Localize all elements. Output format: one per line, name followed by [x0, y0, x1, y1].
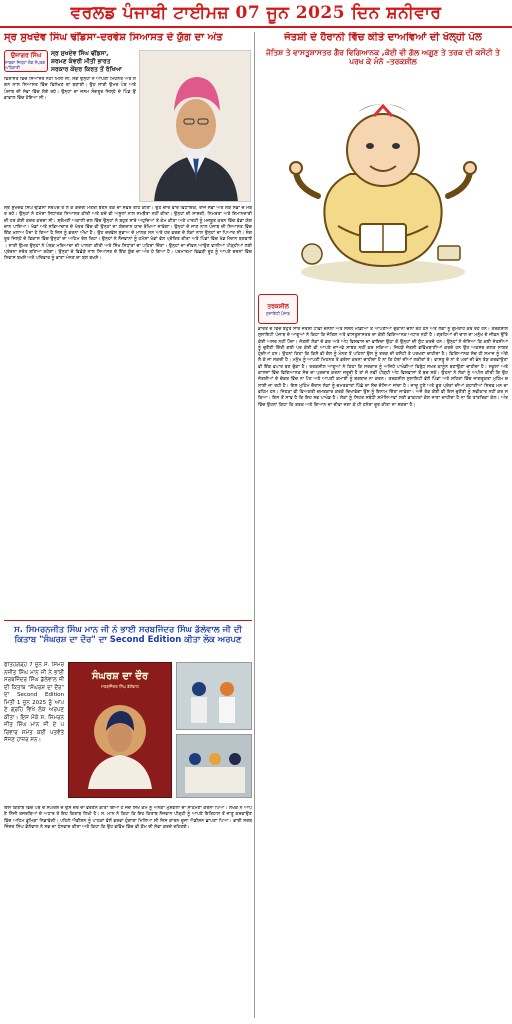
group-photo-icon — [177, 663, 252, 730]
left-article-top — [4, 50, 252, 202]
left-article-headline: ਸ੍ਰ ਸੁਖਦੇਵ ਸਿੰਘ ਢੀਂਡਸਾ-ਦਰਵੇਸ਼ ਸਿਆਸਤ ਦੇ ਯੁੱਗ ਦਾ ਅੰਤ — [4, 32, 223, 43]
byline-line-1: ਸ੍ਰ ਸੁਖਦੇਵ ਸਿੰਘ ਢੀਂਡਸਾ, — [51, 50, 109, 57]
right-article-body: ਭਾਰਤ ਦੇ ਵਿੱਚ ਬਹੁਤ ਸਾਰੇ ਜੋਤਸ਼ੀ ਟੀਵੀ ਚੈਨਲਾਂ ਅਤੇ ਸੋਸ਼ਲ ਮੀਡੀਆ ਤੇ ਆਪਣੀਆਂ ਦੁਕਾਨਾਂ ਚਲਾ ਰਹੇ ਹਨ ਅਤੇ ਲੋਕਾਂ ਨੂੰ ਗੁੰਮਰਾਹ ਕਰ ਰਹੇ ਹਨ। ਤਰਕਸ਼ੀਲ ਸੁਸਾਇਟੀ ਪੰਜਾਬ ਦੇ ਆਗੂਆਂ ਨੇ ਕਿਹਾ ਕਿ ਜੋਤਿਸ਼ ਅਤੇ ਵਾਸਤੂਸ਼ਾਸਤਰ ਦਾ ਕੋਈ ਵਿਗਿਆਨਕ ਅਧਾਰ ਨਹੀਂ ਹੈ। ਗ੍ਰਹਿਆਂ ਦੀ ਚਾਲ ਦਾ ਮਨੁੱਖ ਦੇ ਜੀਵਨ ਉੱਤੇ ਕੋਈ ਅਸਰ ਨਹੀਂ ਪੈਂਦਾ। ਜੋਤਸ਼ੀ ਲੋਕਾਂ ਦੇ ਡਰ ਅਤੇ ਅੰਧ ਵਿਸ਼ਵਾਸ ਦਾ ਫਾਇਦਾ ਉਠਾ ਕੇ ਉਨ੍ਹਾਂ ਦੀ ਲੁੱਟ ਕਰਦੇ ਹਨ। ਉਨ੍ਹਾਂ ਨੇ ਦੱਸਿਆ ਕਿ ਕਈ ਜੋਤਸ਼ੀਆਂ ਨੂੰ ਚੁਣੌਤੀ ਦਿੱਤੀ ਗਈ ਪਰ ਕੋਈ ਵੀ ਆਪਣੇ ਦਾਅਵੇ ਸਾਬਤ ਨਹੀਂ ਕਰ ਸਕਿਆ। ਜਿਹੜੇ ਜੋਤਸ਼ੀ ਭਵਿੱਖਬਾਣੀਆਂ ਕਰਦੇ ਹਨ ਉਹ ਅਕਸਰ ਗਲਤ ਸਾਬਤ ਹੁੰਦੀਆਂ ਹਨ। ਉਹਨਾਂ ਕਿਹਾ ਕਿ ਕਿਸੇ ਵੀ ਗੱਲ ਨੂੰ ਮੰਨਣ ਤੋਂ ਪਹਿਲਾਂ ਉਸ ਨੂੰ ਤਰਕ ਦੀ ਕਸੌਟੀ ਤੇ ਪਰਖਣਾ ਚਾਹੀਦਾ ਹੈ। ਵਿਗਿਆਨਕ ਸੋਚ ਹੀ ਸਮਾਜ ਨੂੰ ਅੱਗੇ ਲੈ ਕੇ ਜਾ ਸਕਦੀ ਹੈ। ਮਨੁੱਖ ਨੂੰ ਆਪਣੀ ਮਿਹਨਤ ਤੇ ਭਰੋਸਾ ਕਰਨਾ ਚਾਹੀਦਾ ਹੈ ਨਾ ਕਿ ਹੱਥਾਂ ਦੀਆਂ ਲਕੀਰਾਂ ਤੇ। ਵਾਸਤੂ ਦੇ ਨਾਂ ਤੇ ਘਰਾਂ ਦੀ ਭੰਨ ਤੋੜ ਕਰਵਾਉਣਾ ਵੀ ਇੱਕ ਵਪਾਰ ਬਣ ਚੁੱਕਾ ਹੈ। ਤਰਕਸ਼ੀਲ ਆਗੂਆਂ ਨੇ ਕਿਹਾ ਕਿ ਸਰਕਾਰ ਨੂੰ ਅਜਿਹੇ ਪਾਖੰਡੀਆਂ ਵਿਰੁੱਧ ਸਖਤ ਕਾਨੂੰਨ ਬਣਾਉਣਾ ਚਾਹੀਦਾ ਹੈ। ਸਕੂਲਾਂ ਅਤੇ ਕਾਲਜਾਂ ਵਿੱਚ ਵਿਗਿਆਨਕ ਸੋਚ ਦਾ ਪ੍ਰਚਾਰ ਕਰਨਾ ਜਰੂਰੀ ਹੈ ਤਾਂ ਜੋ ਨਵੀਂ ਪੀੜ੍ਹੀ ਅੰਧ ਵਿਸ਼ਵਾਸਾਂ ਤੋਂ ਬਚ ਸਕੇ। ਉਹਨਾਂ ਨੇ ਲੋਕਾਂ ਨੂੰ ਅਪੀਲ ਕੀਤੀ ਕਿ ਉਹ ਜੋਤਸ਼ੀਆਂ ਦੇ ਚੱਕਰ ਵਿੱਚ ਨਾ ਪੈਣ ਅਤੇ ਆਪਣੀ ਕਮਾਈ ਨੂੰ ਬਰਬਾਦ ਨਾ ਕਰਨ। ਤਰਕਸ਼ੀਲ ਸੁਸਾਇਟੀ ਵੱਲੋਂ ਪਿੰਡਾਂ ਅਤੇ ਸ਼ਹਿਰਾਂ ਵਿੱਚ ਜਾਗਰੂਕਤਾ ਮੁਹਿੰਮ ਚਲਾਈ ਜਾ ਰਹੀ ਹੈ। ਇਸ ਮੁਹਿੰਮ ਦੌਰਾਨ ਲੋਕਾਂ ਨੂੰ ਚਮਤਕਾਰਾਂ ਪਿੱਛੇ ਦਾ ਸੱਚ ਦੱਸਿਆ ਜਾਂਦਾ ਹੈ। ਜਾਦੂ ਟੂਣੇ ਅਤੇ ਭੂਤ ਪ੍ਰੇਤਾਂ ਦੀਆਂ ਕਹਾਣੀਆਂ ਸਿਰਫ ਮਨ ਦਾ ਵਹਿਮ ਹਨ। ਜਿਹੜਾ ਵੀ ਵਿਅਕਤੀ ਚਮਤਕਾਰ ਕਰਕੇ ਦਿਖਾਵੇਗਾ ਉਸ ਨੂੰ ਇਨਾਮ ਦਿੱਤਾ ਜਾਵੇਗਾ। ਅਜੇ ਤੱਕ ਕੋਈ ਵੀ ਇਸ ਚੁਣੌਤੀ ਨੂੰ ਸਵੀਕਾਰ ਨਹੀਂ ਕਰ ਸਕਿਆ। ਇਸ ਤੋਂ ਸਾਫ ਹੈ ਕਿ ਇਹ ਸਭ ਪਾਖੰਡ ਹੈ। ਲੋਕਾਂ ਨੂੰ ਸਿਹਤ ਸਬੰਧੀ ਸਮੱਸਿਆਵਾਂ ਲਈ ਡਾਕਟਰਾਂ ਕੋਲ ਜਾਣਾ ਚਾਹੀਦਾ ਹੈ ਨਾ ਕਿ ਤਾਂਤਰਿਕਾਂ ਕੋਲ। ਅੰਤ ਵਿੱਚ ਉਹਨਾਂ ਕਿਹਾ ਕਿ ਤਰਕ ਅਤੇ ਗਿਆਨ ਦਾ ਦੀਵਾ ਜਗਾ ਕੇ ਹੀ ਹਨੇਰਾ ਦੂਰ ਕੀਤਾ ਜਾ ਸਕਦਾ ਹੈ। — [258, 327, 508, 408]
column-divider — [254, 32, 255, 1018]
book-section — [4, 662, 252, 802]
family-photo-icon — [177, 735, 252, 798]
book-launch-photo-1 — [176, 662, 252, 730]
tarksheel-logo — [258, 294, 298, 324]
author-logo — [4, 50, 48, 72]
book-cover — [68, 662, 172, 798]
left-second-headline: ਸ. ਸਿਮਰਨਜੀਤ ਸਿੰਘ ਮਾਨ ਜੀ ਨੇ ਭਾਈ ਸਰਬਜਿੰਦਰ ਸਿੰਘ ਡੱਲੇਵਾਲ ਜੀ ਦੀ ਕਿਤਾਬ "ਸੰਘਰਸ਼ ਦਾ ਦੌਰ" ਦਾ Second Edition ਕੀਤਾ ਲੋਕ ਅਰਪਣ — [14, 625, 242, 646]
left-column — [4, 32, 252, 898]
left-article-top-text — [4, 50, 136, 202]
tarksheel-logo-subtitle: ਸੁਸਾਇਟੀ ਪੰਜਾਬ — [266, 310, 290, 316]
book-cover-title: ਸੰਘਰਸ਼ ਦਾ ਦੌਰ — [91, 671, 149, 682]
author-logo-name: ਉਜਾਗਰ ਸਿੰਘ — [10, 52, 42, 59]
book-cover-art — [68, 689, 172, 789]
right-column — [258, 32, 508, 1007]
right-article-start — [258, 294, 508, 324]
astrologer-cartoon — [278, 76, 488, 288]
left-article-intro: ਵਿਰਾਸਤ ਵਿੱਚ ਸਿਆਸਤ ਨਹੀਂ ਮਿਲੀ ਸੀ, ਸਗੋਂ ਉਨ੍ਹਾਂ ਨੇ ਆਪਣੀ ਮਿਹਨਤ ਅਤੇ ਲਗਨ ਨਾਲ ਸਿਆਸਤ ਵਿੱਚ ਵਿਲੱਖਣ ਥਾਂ ਬਣਾਈ। ਉਹ ਸਾਰੀ ਉਮਰ ਪੰਥ ਅਤੇ ਪੰਜਾਬ ਦੀ ਸੇਵਾ ਵਿੱਚ ਲੱਗੇ ਰਹੇ। ਉਨ੍ਹਾਂ ਦਾ ਜਨਮ ਸੰਗਰੂਰ ਜਿਲ੍ਹੇ ਦੇ ਪਿੰਡ ਉਭਾਵਾਲ ਵਿੱਚ ਹੋਇਆ ਸੀ। — [4, 77, 136, 101]
right-article-subheadline: ਜੋਤਿਸ਼ ਤੇ ਵਾਸਤੂਸ਼ਾਸਤਰ ਗੈਰ ਵਿਗਿਆਨਕ ,ਕੋਈ ਵੀ ਗੱਲ ਅਗੂਣ ਤੇ ਤਰਕ ਦੀ ਕਸੌਟੀ ਤੇ ਪਰਖ ਕੇ ਮੰਨੋ –ਤਰਕਸ਼ੀਲ — [266, 48, 500, 66]
masthead — [0, 0, 512, 28]
author-logo-title: ਸਾਬਕਾ ਜਿਲ੍ਹਾ ਲੋਕ ਸੰਪਰਕ ਅਧਿਕਾਰੀ — [5, 60, 46, 70]
byline-line-2: ਸ਼ਰਮਣ ਕੰਵਰੀ ਮੀਤੀ ਭਾਰਤ — [51, 58, 111, 65]
section-divider — [4, 620, 252, 621]
book-launch-photo-2 — [176, 734, 252, 798]
masthead-title: ਵਰਲਡ ਪੰਜਾਬੀ ਟਾਈਮਜ਼ 07 ਜੂਨ 2025 ਦਿਨ ਸ਼ਨੀਵਾਰ — [70, 3, 442, 23]
left-second-body: ਇਸ ਕਿਤਾਬ ਵਿੱਚ ਪੰਥ ਦੇ ਸੰਘਰਸ਼ ਦੇ ਉਸ ਦੌਰ ਦਾ ਵਰਣਨ ਕੀਤਾ ਗਿਆ ਹੈ ਜਦੋਂ ਸਿੱਖ ਕੌਮ ਨੂੰ ਅਨੇਕਾਂ ਮੁਸ਼ਕਲਾਂ ਦਾ ਸਾਹਮਣਾ ਕਰਨਾ ਪਿਆ। ਲੇਖਕ ਨੇ ਆਪਣੇ ਨਿੱਜੀ ਤਜਰਬਿਆਂ ਦੇ ਅਧਾਰ ਤੇ ਇਹ ਕਿਤਾਬ ਲਿਖੀ ਹੈ। ਸ. ਮਾਨ ਨੇ ਕਿਹਾ ਕਿ ਇਹ ਕਿਤਾਬ ਨੌਜਵਾਨ ਪੀੜ੍ਹੀ ਨੂੰ ਆਪਣੇ ਇਤਿਹਾਸ ਤੋਂ ਜਾਣੂ ਕਰਵਾਉਣ ਵਿੱਚ ਅਹਿਮ ਭੂਮਿਕਾ ਨਿਭਾਵੇਗੀ। ਪਹਿਲੇ ਐਡੀਸ਼ਨ ਨੂੰ ਪਾਠਕਾਂ ਵੱਲੋਂ ਭਰਵਾਂ ਹੁੰਗਾਰਾ ਮਿਲਿਆ ਸੀ ਜਿਸ ਕਾਰਨ ਦੂਜਾ ਐਡੀਸ਼ਨ ਛਾਪਣਾ ਪਿਆ। ਭਾਈ ਸਰਬਜਿੰਦਰ ਸਿੰਘ ਡੱਲੇਵਾਲ ਨੇ ਸਭ ਦਾ ਧੰਨਵਾਦ ਕੀਤਾ ਅਤੇ ਕਿਹਾ ਕਿ ਉਹ ਭਵਿੱਖ ਵਿੱਚ ਵੀ ਕੌਮ ਦੀ ਸੇਵਾ ਕਰਦੇ ਰਹਿਣਗੇ। — [4, 806, 252, 830]
book-cover-author: ਸਰਬਜਿੰਦਰ ਸਿੰਘ ਡੱਲੇਵਾਲ — [101, 684, 139, 689]
byline-line-3: ਸਰਕਾਰ ਕੇਂਦਰ ਕਿਰਤ ਤੋਂ ਰੱਖਿਆ — [51, 66, 122, 73]
astrologer-cartoon-illustration — [278, 76, 488, 288]
book-side-text: ਫਤਿਹਗੜ੍ਹ 7 ਜੂਨ ਸ. ਸਿਮਰਨਜੀਤ ਸਿੰਘ ਮਾਨ ਜੀ ਨੇ ਭਾਈ ਸਰਬਜਿੰਦਰ ਸਿੰਘ ਡੱਲੇਵਾਲ ਜੀ ਦੀ ਕਿਤਾਬ "ਸੰਘਰਸ਼ ਦਾ ਦੌਰ" ਦਾ Second Edition ਮਿਤੀ 1 ਜੂਨ 2025 ਨੂੰ ਆਪਣੇ ਗ੍ਰਹਿ ਵਿਖੇ ਲੋਕ ਅਰਪਣ ਕੀਤਾ। ਇਸ ਮੌਕੇ ਸ. ਸਿਮਰਨਜੀਤ ਸਿੰਘ ਮਾਨ ਜੀ ਦੇ ਪਰਿਵਾਰ ਸਮੇਤ ਕਈ ਪਤਵੰਤੇ ਸੱਜਣ ਹਾਜ਼ਰ ਸਨ। — [4, 662, 64, 743]
tarksheel-logo-name: ਤਰਕਸ਼ੀਲ — [267, 302, 289, 310]
portrait-photo — [139, 50, 251, 202]
left-article-body: ਸ੍ਰ ਸੁਖਦੇਵ ਸਿੰਘ ਢੀਂਡਸਾ ਸਰਪੰਚ ਤੋਂ ਲੈ ਕੇ ਕੇਂਦਰੀ ਮੰਤਰੀ ਬਣਨ ਤੱਕ ਦਾ ਸਫਰ ਤਹਿ ਕੀਤਾ। ਉਹ ਚਾਰ ਵਾਰ ਵਿਧਾਇਕ, ਰਾਜ ਸਭਾ ਅਤੇ ਲੋਕ ਸਭਾ ਦੇ ਮੈਂਬਰ ਰਹੇ। ਉਨ੍ਹਾਂ ਨੇ ਹਮੇਸ਼ਾ ਸਿਧਾਂਤਕ ਸਿਆਸਤ ਕੀਤੀ ਅਤੇ ਕਦੇ ਵੀ ਅਸੂਲਾਂ ਨਾਲ ਸਮਝੌਤਾ ਨਹੀਂ ਕੀਤਾ। ਉਨ੍ਹਾਂ ਦੀ ਸਾਦਗੀ, ਨਿਮਰਤਾ ਅਤੇ ਇਮਾਨਦਾਰੀ ਦੀ ਹਰ ਕੋਈ ਕਦਰ ਕਰਦਾ ਸੀ। ਸ਼੍ਰੋਮਣੀ ਅਕਾਲੀ ਦਲ ਵਿੱਚ ਉਨ੍ਹਾਂ ਨੇ ਬਹੁਤ ਸਾਰੇ ਅਹੁਦਿਆਂ ਤੇ ਕੰਮ ਕੀਤਾ ਅਤੇ ਪਾਰਟੀ ਨੂੰ ਮਜ਼ਬੂਤ ਕਰਨ ਵਿੱਚ ਵੱਡਾ ਯੋਗਦਾਨ ਪਾਇਆ। ਖੇਡਾਂ ਅਤੇ ਸਭਿਆਚਾਰ ਦੇ ਖੇਤਰ ਵਿੱਚ ਵੀ ਉਨ੍ਹਾਂ ਦਾ ਯੋਗਦਾਨ ਯਾਦ ਰੱਖਿਆ ਜਾਵੇਗਾ। ਉਨ੍ਹਾਂ ਦੇ ਜਾਣ ਨਾਲ ਪੰਜਾਬ ਦੀ ਸਿਆਸਤ ਵਿੱਚ ਇੱਕ ਖਲਾਅ ਪੈਦਾ ਹੋ ਗਿਆ ਹੈ ਜਿਸ ਨੂੰ ਭਰਨਾ ਔਖਾ ਹੈ। ਉਹ ਦਰਵੇਸ਼ ਸੁਭਾਅ ਦੇ ਮਾਲਕ ਸਨ ਅਤੇ ਹਰ ਵਰਗ ਦੇ ਲੋਕਾਂ ਨਾਲ ਉਨ੍ਹਾਂ ਦਾ ਪਿਆਰ ਸੀ। ਸੰਗਰੂਰ ਜਿਲ੍ਹੇ ਦੇ ਵਿਕਾਸ ਵਿੱਚ ਉਨ੍ਹਾਂ ਦਾ ਅਹਿਮ ਰੋਲ ਰਿਹਾ। ਉਨ੍ਹਾਂ ਨੇ ਨੌਜਵਾਨਾਂ ਨੂੰ ਹਮੇਸ਼ਾ ਖੇਡਾਂ ਵੱਲ ਪ੍ਰੇਰਿਤ ਕੀਤਾ ਅਤੇ ਪਿੰਡਾਂ ਵਿੱਚ ਖੇਡ ਮੈਦਾਨ ਬਣਵਾਏ। ਸਾਰੀ ਉਮਰ ਉਨ੍ਹਾਂ ਨੇ ਪੰਥਕ ਮਰਿਆਦਾ ਦੀ ਪਾਲਣਾ ਕੀਤੀ ਅਤੇ ਸਿੱਖ ਸਿਧਾਂਤਾਂ ਦਾ ਪਹਿਰਾ ਦਿੱਤਾ। ਉਨ੍ਹਾਂ ਦਾ ਜੀਵਨ ਆਉਣ ਵਾਲੀਆਂ ਪੀੜ੍ਹੀਆਂ ਲਈ ਪ੍ਰੇਰਨਾ ਸਰੋਤ ਬਣਿਆ ਰਹੇਗਾ। ਉਨ੍ਹਾਂ ਦੇ ਵਿਛੋੜੇ ਨਾਲ ਸਿਆਸਤ ਦੇ ਇੱਕ ਯੁੱਗ ਦਾ ਅੰਤ ਹੋ ਗਿਆ ਹੈ। ਪਰਮਾਤਮਾ ਵਿਛੜੀ ਰੂਹ ਨੂੰ ਆਪਣੇ ਚਰਨਾਂ ਵਿੱਚ ਨਿਵਾਸ ਬਖਸ਼ੇ ਅਤੇ ਪਰਿਵਾਰ ਨੂੰ ਭਾਣਾ ਮੰਨਣ ਦਾ ਬਲ ਬਖਸ਼ੇ। — [4, 206, 252, 262]
right-article-headline: ਜੋਤਸ਼ੀ ਦੇ ਹੈਰਾਨੀ ਵਿੱਚ ਕੀਤੇ ਦਾਅਵਿਆਂ ਦੀ ਖੋਲ੍ਹੀ ਪੋਲ — [284, 32, 482, 43]
portrait-illustration — [140, 51, 251, 202]
